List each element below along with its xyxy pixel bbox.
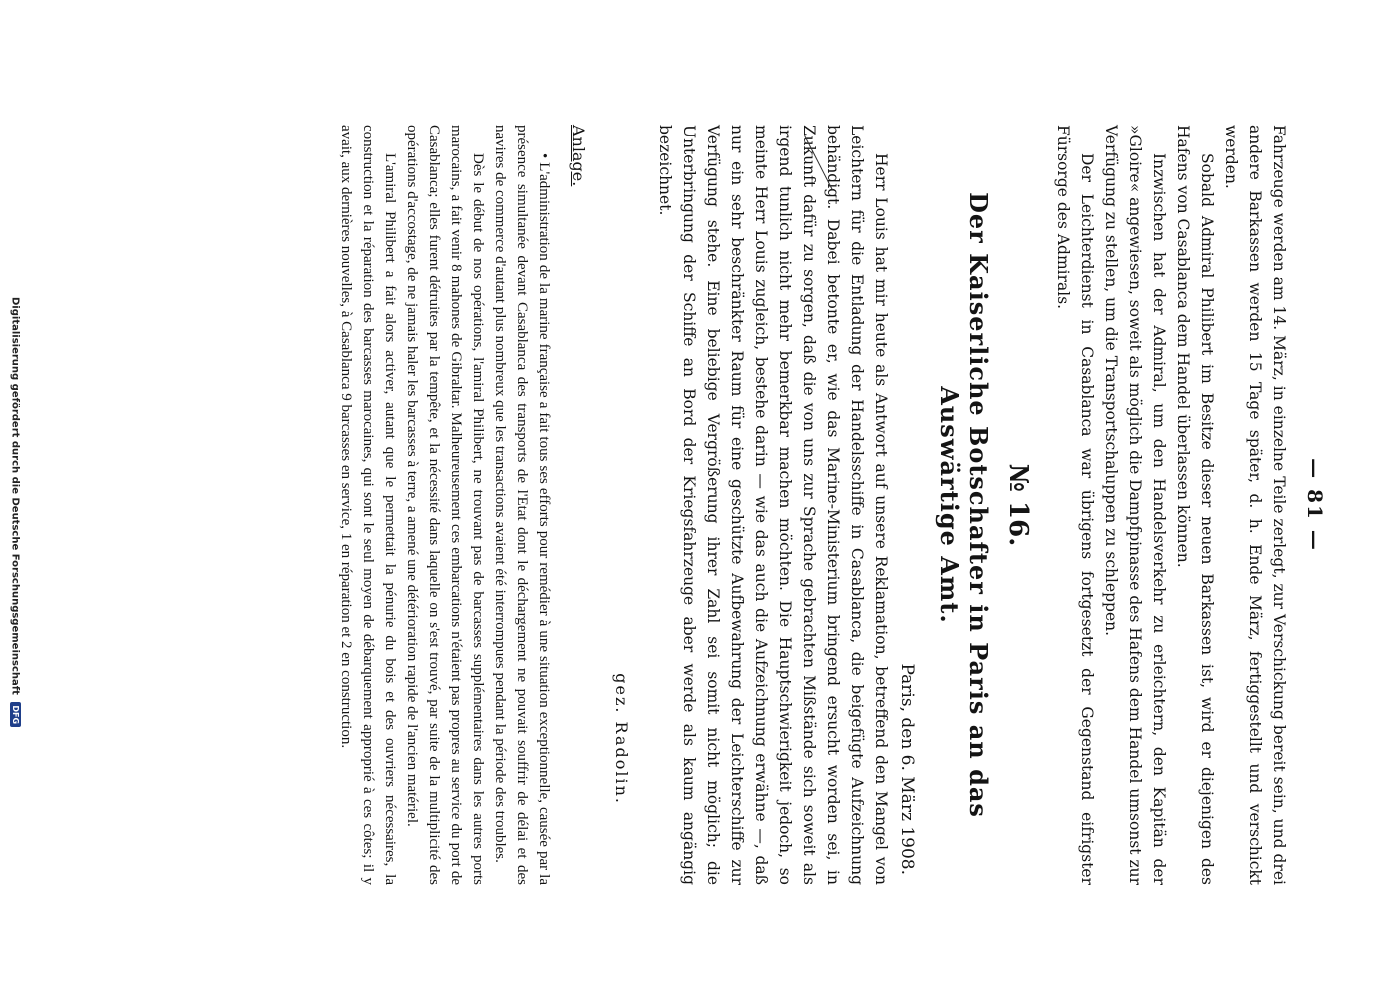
main-text-block: [653, 125, 893, 885]
paragraph: Inzwischen hat der Admiral, um den Handelsverkehr zu erleichtern, den Kapitän der »Gloire« angewiesen, soweit als möglich die Dampfpinasse des Hafens dem Handel umsonst zur Verfügung zu stellen, um die Transportschaluppen zu schleppen.: [1102, 125, 1168, 885]
signature: gez. Radolin.: [612, 673, 631, 805]
top-text-block: [1051, 125, 1291, 885]
paragraph: L'amiral Philibert a fait alors activer, autant que le permettait la pénurie du bois et des ouvriers nécessaires, la construction et la réparation des barcasses marocaines, qui sont le seul moyen de débarquement approprié à ces côtes; il y avait, aux dernières nouvelles, à Casablanca 9 barcasses en service, 1 en réparation et 2 en construction.: [338, 125, 398, 885]
dateline: Paris, den 6. März 1908.: [897, 663, 917, 875]
annex-label: Anlage.: [569, 125, 588, 187]
paragraph: Sobald Admiral Philibert im Besitze dieser neuen Barkassen ist, wird er diejenigen des Hafens von Casablanca dem Handel überlassen können.: [1174, 125, 1216, 885]
paragraph: • L'administration de la marine française a fait tous ses efforts pour remédier à une situation exceptionnelle, causée par la présence simultanée devant Casablanca des transports de l'Etat dont le déchargement ne pouvait souffrir de délai et des navires de commerce d'autant plus nombreux que les transactions avaient été interrompues pendant la période des troubles.: [492, 125, 552, 885]
footer-text: Digitalisierung gefördert durch die Deutsche Forschungsgemeinschaft: [9, 297, 21, 695]
paragraph: Fahrzeuge werden am 14. März, in einzelne Teile zerlegt, zur Verschickung bereit sein, und drei andere Barkassen werden 15 Tage später, d. h. Ende März, fertiggestellt und verschickt werden.: [1222, 125, 1288, 885]
document-page: [177, 125, 1327, 885]
document-number: № 16.: [1003, 463, 1033, 547]
document-heading: Der Kaiserliche Botschafter in Paris an das Auswärtige Amt.: [935, 192, 993, 818]
annex-text-block: [335, 125, 555, 885]
digitization-footer: [7, 297, 21, 1000]
paragraph: Der Leichterdienst in Casablanca war übrigens fortgesetzt der Gegenstand eifrigster Fürsorge des Admirals.: [1054, 125, 1096, 885]
dfg-logo-icon: DFG: [10, 702, 21, 727]
page-number: — 81 —: [1303, 458, 1327, 552]
paragraph: Dès le début de nos opérations, l'amiral Philibert, ne trouvant pas de barcasses supplémentaires dans les autres ports marocains, a fait venir 8 mahones de Gibraltar. Malheureusement ces embarcations n'étaient pas propres au service du port de Casablanca; elles furent détruites par la tempête, et la nécessité dans laquelle on s'est trouvé, par suite de la multiplicité des opérations d'accostage, de ne jamais haler les barcasses à terre, a amené une détérioration rapide de l'ancien matériel.: [404, 125, 486, 885]
paragraph: Herr Louis hat mir heute als Antwort auf unsere Reklamation, betreffend den Mangel von Leichtern für die Entladung der Handelsschiffe in Casablanca, die beigefügte Aufzeichnung behändigt. Dabei betonte er, wie das Marine-Ministerium bringend ersucht worden sei, in Zukunft dafür zu sorgen, daß die von uns zur Sprache gebrachten Mißstände sich soweit als irgend tunlich nicht mehr bemerkbar machen möchten. Die Hauptschwierigkeit jedoch, so meinte Herr Louis zugleich, bestehe darin — wie das auch die Aufzeichnung erwähne —, daß nur ein sehr beschränkter Raum für eine geschützte Aufbewahrung der Leichterschiffe zur Verfügung stehe. Eine beliebige Vergrößerung ihrer Zahl sei somit nicht möglich; die Unterbringung der Schiffe an Bord der Kriegsfahrzeuge aber werde als kaum angängig bezeichnet.: [656, 125, 890, 885]
